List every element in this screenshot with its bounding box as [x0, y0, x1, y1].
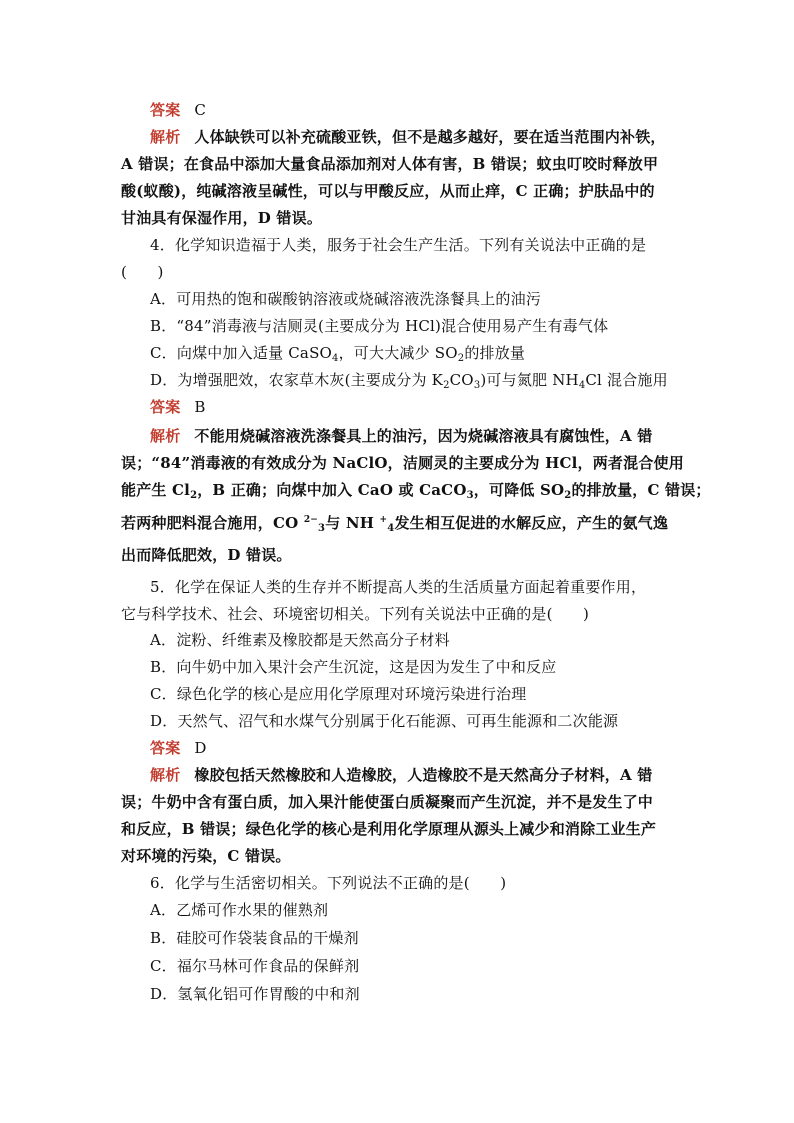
- q3-analysis-line-2: A 错误；在食品中添加大量食品添加剂对人体有害，B 错误；蚊虫叮咬时释放甲: [121, 155, 659, 173]
- q4-option-b: B．“84”消毒液与洁厕灵(主要成分为 HCl)混合使用易产生有毒气体: [150, 317, 609, 335]
- q6-option-b: B．硅胶可作袋装食品的干燥剂: [150, 929, 359, 947]
- subscript: 4: [578, 380, 586, 391]
- subscript: 4: [387, 523, 395, 534]
- superscript: 2−: [303, 515, 319, 525]
- q4-analysis-line-4: [121, 513, 681, 533]
- q5-stem-line-1: 5．化学在保证人类的生存并不断提高人类的生活质量方面起着重要作用，: [150, 578, 647, 596]
- analysis-label: 解析: [150, 766, 181, 784]
- analysis-text: 能产生 Cl: [121, 481, 191, 499]
- subscript: 2: [564, 490, 572, 501]
- q6-option-c: C．福尔马林可作食品的保鲜剂: [150, 957, 360, 975]
- analysis-text: 与 NH: [325, 514, 380, 532]
- subscript: 3: [466, 490, 474, 501]
- subscript: 2: [190, 490, 198, 501]
- option-d-text: D．为增强肥效，农家草木灰(主要成分为 K: [150, 371, 444, 389]
- analysis-text: 的排放量，C 错误；: [571, 481, 711, 499]
- q4-analysis-line-5: 出而降低肥效，D 错误。: [121, 546, 292, 564]
- q3-analysis-line-4: 甘油具有保湿作用，D 错误。: [121, 209, 323, 227]
- analysis-label: 解析: [150, 128, 181, 146]
- analysis-text: 发生相互促进的水解反应，产生的氨气逸: [394, 514, 669, 532]
- option-d-text: CO: [449, 371, 474, 389]
- subscript: 3: [318, 523, 326, 534]
- q6-stem: 6．化学与生活密切相关。下列说法不正确的是( ): [150, 874, 507, 892]
- analysis-text: 人体缺铁可以补充硫酸亚铁，但不是越多越好，要在适当范围内补铁，: [194, 128, 666, 146]
- analysis-label: 解析: [150, 427, 181, 445]
- analysis-text: 橡胶包括天然橡胶和人造橡胶，人造橡胶不是天然高分子材料，A 错: [194, 766, 653, 784]
- analysis-text: ，可降低 SO: [473, 481, 565, 499]
- q4-option-d: [150, 370, 710, 390]
- q5-answer-line: [150, 738, 710, 758]
- q4-analysis-line-1: [150, 426, 710, 446]
- option-d-text: )可与氮肥 NH: [480, 371, 579, 389]
- option-d-text: Cl 混合施用: [585, 371, 668, 389]
- analysis-text: 不能用烧碱溶液洗涤餐具上的油污，因为烧碱溶液具有腐蚀性，A 错: [194, 427, 653, 445]
- q5-option-c: C．绿色化学的核心是应用化学原理对环境污染进行治理: [150, 685, 527, 703]
- q3-analysis-line-3: 酸(蚁酸)，纯碱溶液呈碱性，可以与甲酸反应，从而止痒，C 正确；护肤品中的: [121, 182, 655, 200]
- subscript: 4: [332, 353, 339, 364]
- answer-label: 答案: [150, 739, 181, 757]
- subscript: 2: [443, 380, 450, 391]
- q4-option-c: [150, 343, 710, 363]
- subscript: 3: [473, 380, 481, 391]
- q5-analysis-line-1: [150, 765, 710, 785]
- q5-analysis-line-4: 对环境的污染，C 错误。: [121, 847, 291, 865]
- q5-option-d: D．天然气、沼气和水煤气分别属于化石能源、可再生能源和二次能源: [150, 712, 619, 730]
- analysis-text: 若两种肥料混合施用，CO: [121, 514, 304, 532]
- q5-option-a: A．淀粉、纤维素及橡胶都是天然高分子材料: [150, 631, 450, 649]
- answer-value: B: [194, 398, 206, 416]
- q3-answer-line: [150, 100, 710, 120]
- answer-label: 答案: [150, 398, 181, 416]
- q5-option-b: B．向牛奶中加入果汁会产生沉淀，这是因为发生了中和反应: [150, 658, 557, 676]
- subscript: 2: [457, 353, 465, 364]
- q4-option-a: A．可用热的饱和碳酸钠溶液或烧碱溶液洗涤餐具上的油污: [150, 290, 542, 308]
- q5-stem-line-2: 它与科学技术、社会、环境密切相关。下列有关说法中正确的是( ): [121, 605, 590, 623]
- option-c-text: ，可大大减少 SO: [338, 344, 458, 362]
- option-c-text: C．向煤中加入适量 CaSO: [150, 344, 333, 362]
- q4-analysis-line-2: 误；“84”消毒液的有效成分为 NaClO，洁厕灵的主要成分为 HCl，两者混合使用: [121, 454, 684, 472]
- q4-answer-line: [150, 397, 710, 417]
- superscript: +: [379, 515, 388, 525]
- analysis-text: ，B 正确；向煤中加入 CaO 或 CaCO: [197, 481, 467, 499]
- q4-stem-line-2: ( ): [121, 263, 164, 281]
- answer-value: D: [194, 739, 207, 757]
- q3-analysis-line-1: [150, 127, 710, 147]
- option-c-text: 的排放量: [464, 344, 526, 362]
- q4-stem-line-1: 4．化学知识造福于人类，服务于社会生产生活。下列有关说法中正确的是: [150, 236, 647, 254]
- q4-analysis-line-3: [121, 480, 711, 501]
- answer-label: 答案: [150, 101, 181, 119]
- q6-option-a: A．乙烯可作水果的催熟剂: [150, 901, 329, 919]
- q5-analysis-line-2: 误；牛奶中含有蛋白质，加入果汁能使蛋白质凝聚而产生沉淀，并不是发生了中: [121, 793, 654, 811]
- answer-value: C: [194, 101, 207, 119]
- q6-option-d: D．氢氧化铝可作胃酸的中和剂: [150, 985, 360, 1003]
- q5-analysis-line-3: 和反应，B 错误；绿色化学的核心是利用化学原理从源头上减少和消除工业生产: [121, 820, 657, 838]
